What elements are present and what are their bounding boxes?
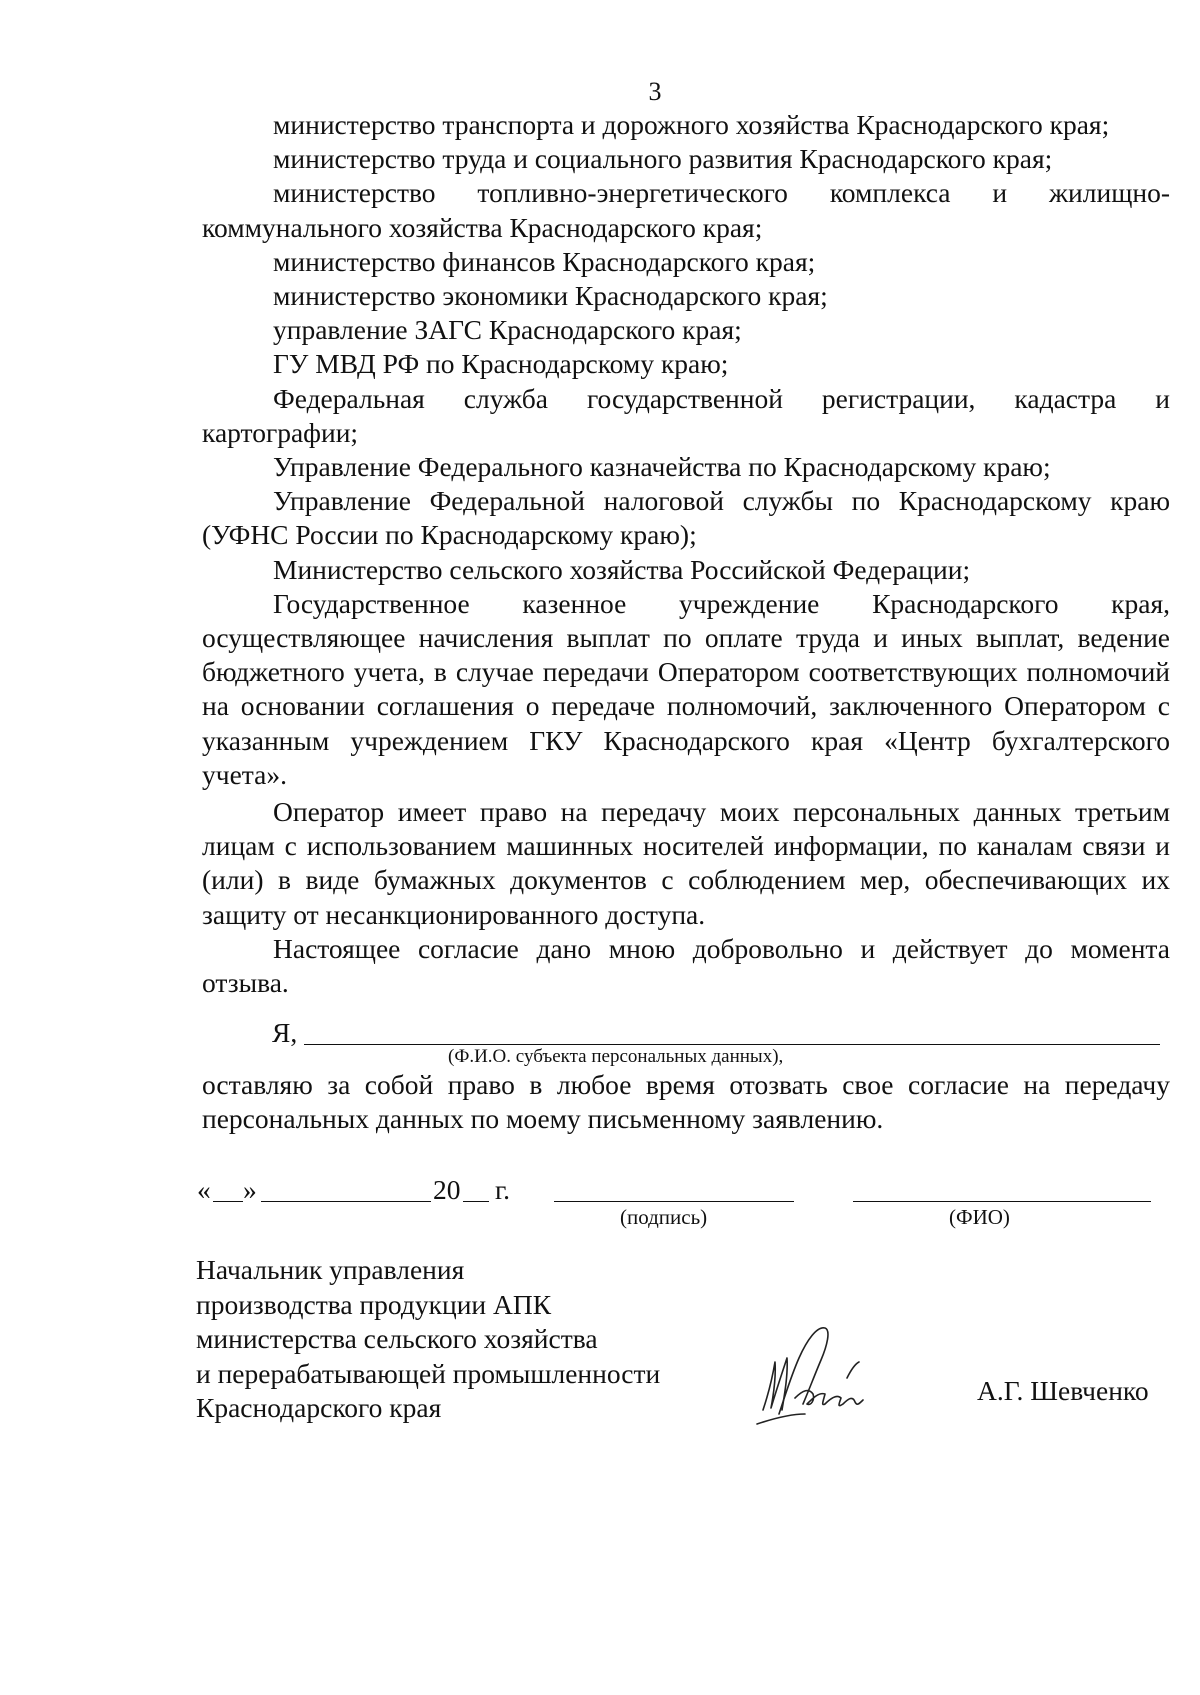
official-title-line: министерства сельского хозяйства <box>196 1323 598 1354</box>
page-number: 3 <box>648 77 662 106</box>
paragraph-zags: управление ЗАГС Краснодарского края; <box>273 314 742 346</box>
signature-caption: (подпись) <box>620 1205 708 1229</box>
official-name: А.Г. Шевченко <box>977 1375 1149 1406</box>
subject-name-blank <box>304 1044 1160 1045</box>
date-close-quote: » <box>243 1174 257 1205</box>
official-title <box>196 1253 660 1426</box>
date-signature-row <box>197 1173 1197 1207</box>
paragraph-ministry-agriculture: Министерство сельского хозяйства Российской Федерации; <box>273 553 971 585</box>
official-title-line: Начальник управления <box>196 1254 465 1285</box>
subject-name-caption: (Ф.И.О. субъекта персональных данных), <box>448 1046 784 1067</box>
paragraph-tax-service: Управление Федеральной налоговой службы по Краснодарскому краю (УФНС России по Краснодарскому краю); <box>202 485 1170 551</box>
fio-caption: (ФИО) <box>949 1205 1010 1229</box>
date-open-quote: « <box>197 1174 211 1205</box>
official-title-line: Краснодарского края <box>196 1392 442 1423</box>
paragraph-gu-mvd: ГУ МВД РФ по Краснодарскому краю; <box>273 348 729 380</box>
paragraph-consent-validity: Настоящее согласие дано мною добровольно и действует до момента отзыва. <box>202 932 1170 999</box>
handwritten-signature <box>755 1318 885 1428</box>
paragraph-treasury: Управление Федерального казначейства по Краснодарскому краю; <box>273 451 1051 483</box>
year-suffix: г. <box>495 1174 511 1205</box>
year-blank <box>463 1201 489 1202</box>
paragraph-ministry-labor: министерство труда и социального развития Краснодарского края; <box>273 143 1053 175</box>
document-body <box>202 108 1170 1000</box>
paragraph-ministry-finance: министерство финансов Краснодарского края; <box>273 245 816 277</box>
paragraph-ministry-transport: министерство транспорта и дорожного хозяйства Краснодарского края; <box>273 109 1110 140</box>
subject-name-line <box>272 1016 1172 1050</box>
signature-blank <box>554 1201 794 1202</box>
day-blank <box>213 1201 243 1202</box>
official-title-line: производства продукции АПК <box>196 1288 552 1320</box>
official-title-line: и перерабатывающей промышленности <box>196 1357 661 1389</box>
month-blank <box>261 1201 431 1202</box>
fio-blank <box>853 1201 1151 1202</box>
paragraph-ministry-fuel-energy: министерство топливно-энергетического комплекса и жилищно-коммунального хозяйства Краснодарского края; <box>202 177 1170 243</box>
paragraph-gku-accounting: Государственное казенное учреждение Краснодарского края, осуществляющее начисления выплат по оплате труда и иных выплат, ведение бюджетного учета, в случае передачи Оператором соответствующих полномочий на основании соглашения о передаче полномочий, заключенного Оператором с указанным учреждением ГКУ Краснодарского края «Центр бухгалтерского учета». <box>202 587 1170 790</box>
year-prefix: 20 <box>433 1174 461 1205</box>
paragraph-operator-rights: Оператор имеет право на передачу моих персональных данных третьим лицам с использованием машинных носителей информации, по каналам связи и (или) в виде бумажных документов с соблюдением мер, обеспечивающих их защиту от несанкционированного доступа. <box>202 796 1170 930</box>
paragraph-rosreestr: Федеральная служба государственной регистрации, кадастра и картографии; <box>202 382 1170 448</box>
paragraph-ministry-economy: министерство экономики Краснодарского края; <box>273 280 828 312</box>
revoke-paragraph: оставляю за собой право в любое время отозвать свое согласие на передачу персональных данных по моему письменному заявлению. <box>202 1069 1170 1135</box>
subject-prefix: Я, <box>272 1017 298 1048</box>
